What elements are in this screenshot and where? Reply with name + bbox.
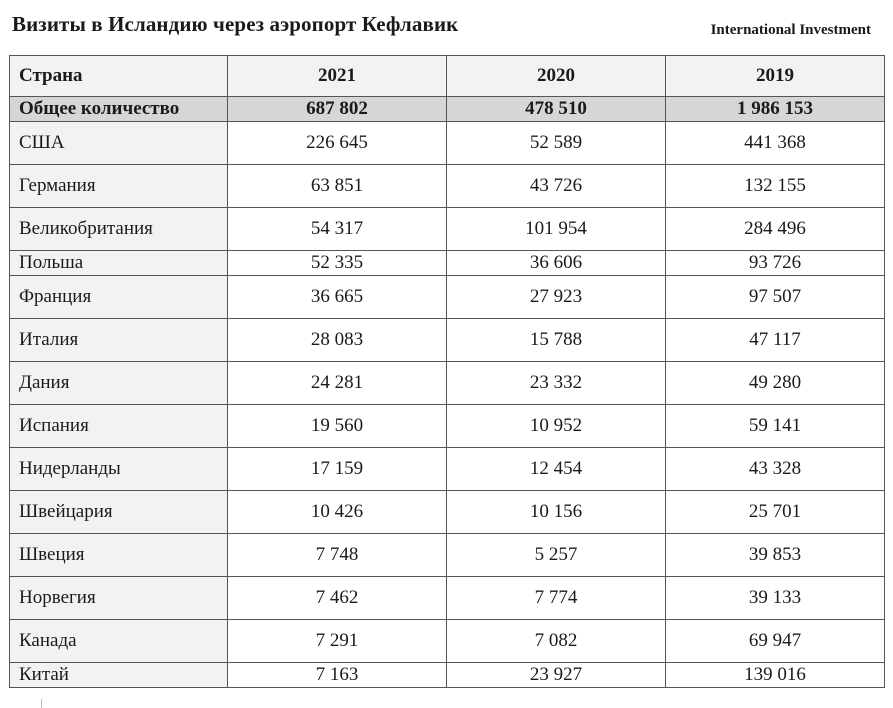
row-value-2021: 7 748: [228, 534, 447, 577]
header-2019: 2019: [666, 56, 885, 97]
visits-table: [9, 55, 885, 688]
row-country: Дания: [10, 362, 228, 405]
row-country: Канада: [10, 620, 228, 663]
row-country: США: [10, 122, 228, 165]
table-row: [10, 122, 885, 165]
row-value-2020: 15 788: [447, 319, 666, 362]
row-country: Польша: [10, 251, 228, 276]
row-value-2021: 10 426: [228, 491, 447, 534]
row-value-2019: 49 280: [666, 362, 885, 405]
row-value-2019: 39 853: [666, 534, 885, 577]
row-value-2021: 36 665: [228, 276, 447, 319]
row-value-2019: 93 726: [666, 251, 885, 276]
row-value-2021: 28 083: [228, 319, 447, 362]
row-value-2021: 24 281: [228, 362, 447, 405]
table-row: [10, 534, 885, 577]
table-row: [10, 362, 885, 405]
total-2021: 687 802: [228, 97, 447, 122]
row-value-2021: 19 560: [228, 405, 447, 448]
row-value-2020: 43 726: [447, 165, 666, 208]
table-row: [10, 448, 885, 491]
row-value-2020: 5 257: [447, 534, 666, 577]
total-row: [10, 97, 885, 122]
row-value-2019: 39 133: [666, 577, 885, 620]
table-row: [10, 251, 885, 276]
table-row: [10, 165, 885, 208]
row-value-2019: 441 368: [666, 122, 885, 165]
row-country: Нидерланды: [10, 448, 228, 491]
row-value-2020: 23 332: [447, 362, 666, 405]
row-value-2021: 52 335: [228, 251, 447, 276]
row-value-2020: 36 606: [447, 251, 666, 276]
table-row: [10, 491, 885, 534]
table-row: [10, 620, 885, 663]
row-country: Швейцария: [10, 491, 228, 534]
row-value-2020: 10 156: [447, 491, 666, 534]
row-value-2019: 69 947: [666, 620, 885, 663]
row-value-2020: 10 952: [447, 405, 666, 448]
brand-label: International Investment: [710, 22, 871, 38]
row-country: Франция: [10, 276, 228, 319]
table-row: [10, 319, 885, 362]
row-value-2021: 7 462: [228, 577, 447, 620]
row-value-2020: 27 923: [447, 276, 666, 319]
row-value-2020: 7 774: [447, 577, 666, 620]
row-country: Китай: [10, 663, 228, 688]
table-row: [10, 276, 885, 319]
row-value-2020: 12 454: [447, 448, 666, 491]
row-value-2019: 47 117: [666, 319, 885, 362]
row-country: Германия: [10, 165, 228, 208]
row-value-2019: 59 141: [666, 405, 885, 448]
header-2021: 2021: [228, 56, 447, 97]
total-2020: 478 510: [447, 97, 666, 122]
row-value-2021: 226 645: [228, 122, 447, 165]
table-row: [10, 663, 885, 688]
row-country: Норвегия: [10, 577, 228, 620]
header-2020: 2020: [447, 56, 666, 97]
table-header-row: [10, 56, 885, 97]
page-title: Визиты в Исландию через аэропорт Кефлавик: [12, 12, 459, 36]
row-value-2021: 7 291: [228, 620, 447, 663]
total-label: Общее количество: [10, 97, 228, 122]
row-country: Испания: [10, 405, 228, 448]
row-value-2021: 17 159: [228, 448, 447, 491]
table-row: [10, 405, 885, 448]
table-continuation-line: [41, 699, 42, 708]
table-row: [10, 577, 885, 620]
row-country: Великобритания: [10, 208, 228, 251]
row-value-2019: 284 496: [666, 208, 885, 251]
table-row: [10, 208, 885, 251]
row-value-2020: 52 589: [447, 122, 666, 165]
row-value-2021: 54 317: [228, 208, 447, 251]
row-value-2020: 101 954: [447, 208, 666, 251]
row-value-2021: 7 163: [228, 663, 447, 688]
row-value-2019: 43 328: [666, 448, 885, 491]
row-value-2019: 97 507: [666, 276, 885, 319]
row-value-2019: 25 701: [666, 491, 885, 534]
row-value-2020: 7 082: [447, 620, 666, 663]
row-country: Швеция: [10, 534, 228, 577]
header-country: Страна: [10, 56, 228, 97]
row-value-2021: 63 851: [228, 165, 447, 208]
row-value-2020: 23 927: [447, 663, 666, 688]
total-2019: 1 986 153: [666, 97, 885, 122]
row-value-2019: 139 016: [666, 663, 885, 688]
row-country: Италия: [10, 319, 228, 362]
row-value-2019: 132 155: [666, 165, 885, 208]
